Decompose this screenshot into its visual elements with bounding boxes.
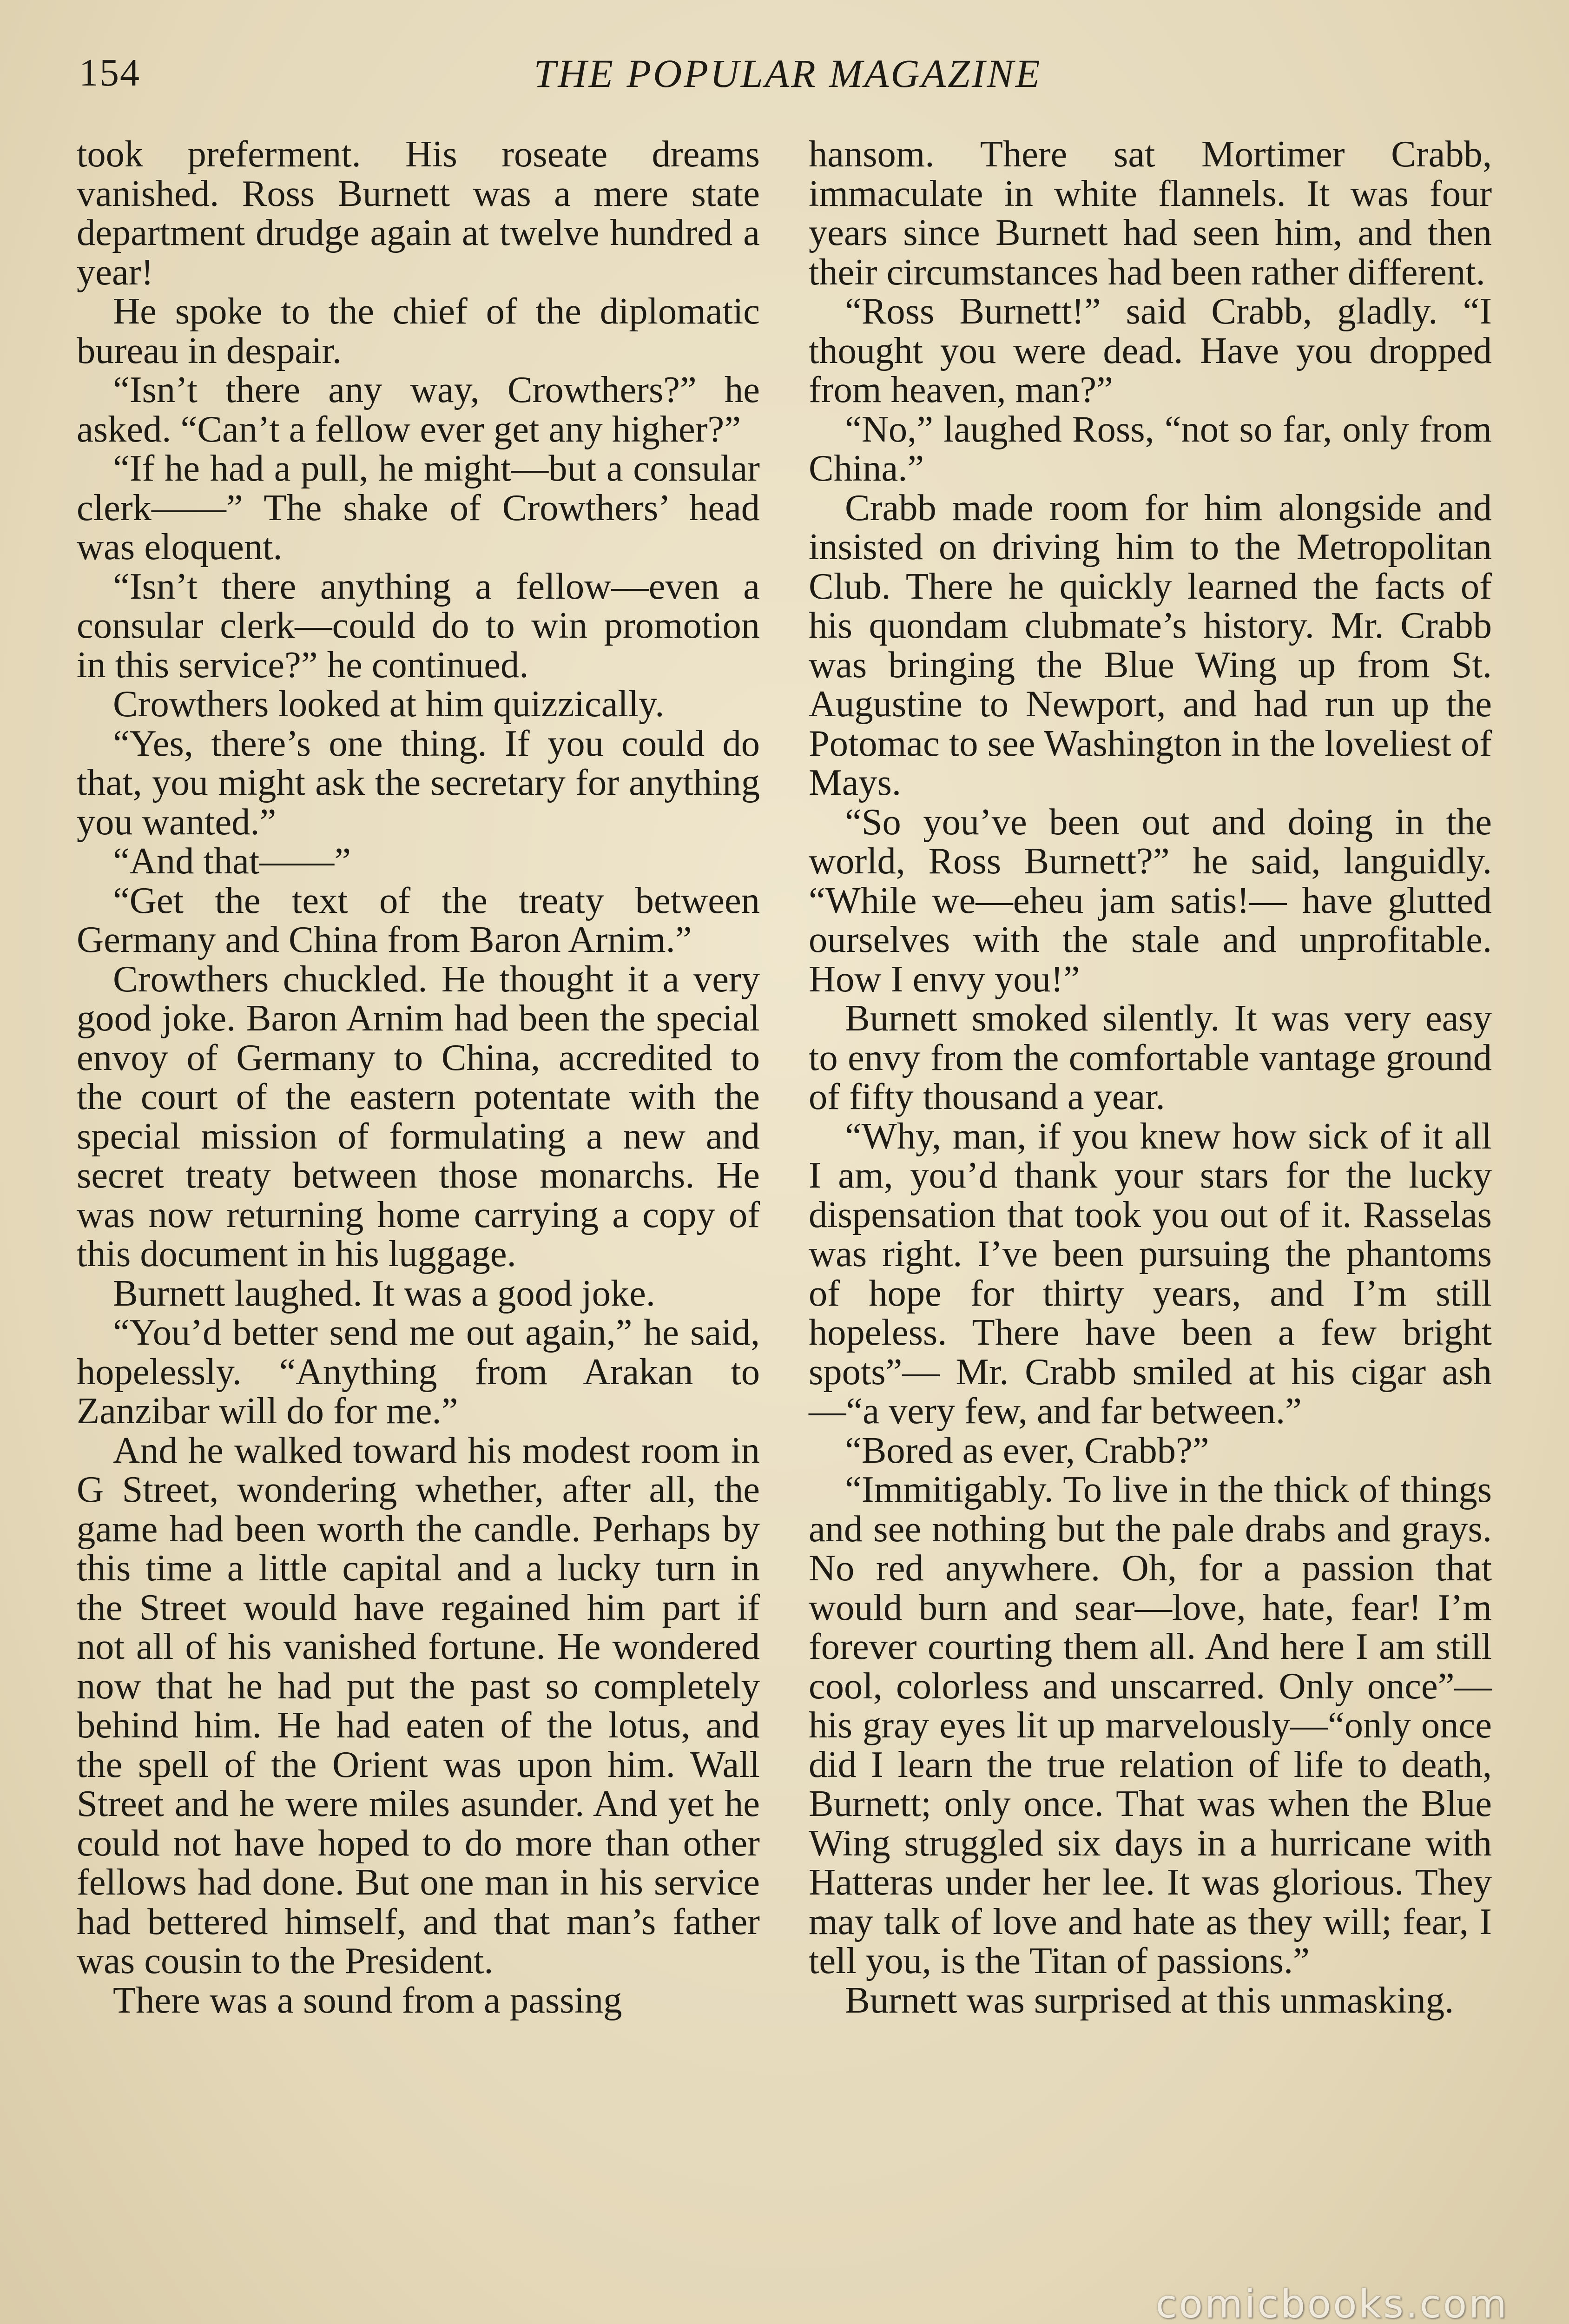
paragraph: “If he had a pull, he might—but a consular clerk——” The shake of Crowthers’ head was eloquent. [77,448,760,568]
paragraph: “No,” laughed Ross, “not so far, only from China.” [809,408,1492,489]
paragraph: “Get the text of the treaty between Germany and China from Baron Arnim.” [77,879,760,960]
paragraph: “Isn’t there any way, Crowthers?” he asked. “Can’t a fellow ever get any higher?” [77,369,760,450]
paragraph: “Isn’t there anything a fellow—even a consular clerk—could do to win promotion in this service?” he continued. [77,565,760,686]
running-head: THE POPULAR MAGAZINE [534,51,1042,96]
paragraph: “Bored as ever, Crabb?” [845,1429,1209,1471]
watermark: comicbooks.com [1155,2281,1509,2324]
page-header [79,50,1496,101]
paragraph: “So you’ve been out and doing in the world, Ross Burnett?” he said, languidly. “While we—eheu jam satis!— have glutted ourselves with the stale and unprofitable. How I envy you!” [809,801,1492,1000]
page-number: 154 [79,51,140,94]
paragraph: “You’d better send me out again,” he said, hopelessly. “Anything from Arakan to Zanzibar will do for me.” [77,1312,760,1432]
paragraph: Crabb made room for him alongside and insisted on driving him to the Metropolitan Club. There he quickly learned the facts of his quondam clubmate’s history. Mr. Crabb was bringing the Blue Wing up from St. Augustine to Newport, and had run up the Potomac to see Washington in the loveliest of Mays. [809,487,1492,803]
paragraph: hansom. There sat Mortimer Crabb, immaculate in white flannels. It was four years since Burnett had seen him, and then their circumstances had been rather different. [809,133,1492,293]
paragraph: “Immitigably. To live in the thick of things and see nothing but the pale drabs and grays. No red anywhere. Oh, for a passion that would burn and sear—love, hate, fear! I’m forever courting them all. And here I am still cool, colorless and unscarred. Only once”—his gray eyes lit up marvelously—“only once did I learn the true relation of life to death, Burnett; only once. That was when the Blue Wing struggled six days in a hurricane with Hatteras under her lee. It was glorious. They may talk of love and hate as they will; fear, I tell you, is the Titan of passions.” [809,1469,1492,1981]
paragraph: “And that——” [113,840,351,882]
right-column [809,135,1492,2020]
paragraph: There was a sound from a passing [113,1979,622,2021]
paragraph: Burnett laughed. It was a good joke. [113,1272,655,1314]
paragraph: He spoke to the chief of the diplomatic bureau in despair. [77,290,760,371]
paragraph: Burnett smoked silently. It was very easy to envy from the comfortable vantage ground of fifty thousand a year. [809,997,1492,1117]
paragraph: And he walked toward his modest room in G Street, wondering whether, after all, the game had been worth the candle. Perhaps by this time a little capital and a lucky turn in the Street would have regained him part if not all of his vanished fortune. He wondered now that he had put the past so completely behind him. He had eaten of the lotus, and the spell of the Orient was upon him. Wall Street and he were miles asunder. And yet he could not have hoped to do more than other fellows had done. But one man in his service had bettered himself, and that man’s father was cousin to the President. [77,1429,760,1981]
paragraph: “Ross Burnett!” said Crabb, gladly. “I thought you were dead. Have you dropped from heaven, man?” [809,290,1492,410]
paragraph: “Why, man, if you knew how sick of it all I am, you’d thank your stars for the lucky dispensation that took you out of it. Rasselas was right. I’ve been pursuing the phantoms of hope for thirty years, and I’m still hopeless. There have been a few bright spots”— Mr. Crabb smiled at his cigar ash—“a very few, and far between.” [809,1115,1492,1432]
paragraph: Crowthers chuckled. He thought it a very good joke. Baron Arnim had been the special envoy of Germany to China, accredited to the court of the eastern potentate with the special mission of formulating a new and secret treaty between those monarchs. He was now returning home carrying a copy of this document in his luggage. [77,958,760,1274]
paragraph: Burnett was surprised at this unmasking. [845,1979,1454,2021]
paragraph: “Yes, there’s one thing. If you could do that, you might ask the secretary for anything you wanted.” [77,722,760,843]
paragraph: took preferment. His roseate dreams vanished. Ross Burnett was a mere state department drudge again at twelve hundred a year! [77,133,760,293]
left-column [77,135,760,2020]
paragraph: Crowthers looked at him quizzically. [113,683,665,725]
